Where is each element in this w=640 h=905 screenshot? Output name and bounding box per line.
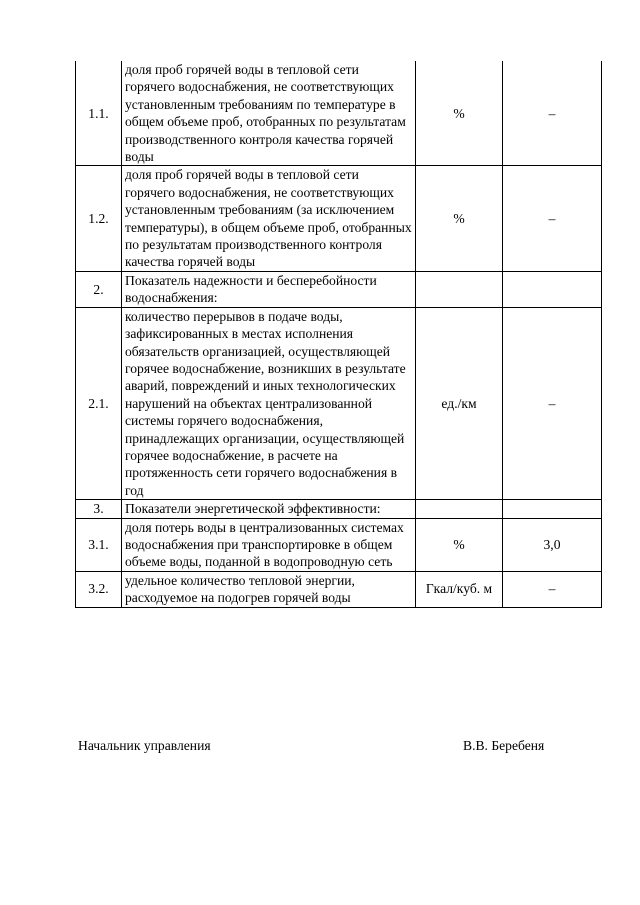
row-value bbox=[503, 271, 602, 307]
row-unit: % bbox=[416, 61, 503, 166]
row-number: 3.1. bbox=[76, 518, 122, 571]
table-row bbox=[76, 61, 602, 166]
row-description: количество перерывов в подаче воды, зафиксированных в местах исполнения обязательств организацией, осуществляющей горячее водоснабжение, возникших в результате аварий, повреждений и иных технологических нарушений на объектах централизованной системы горячего водоснабжения, принадлежащих организации, осуществляющей горячее водоснабжение, в расчете на протяженность сети горячего водоснабжения в год bbox=[122, 307, 416, 499]
row-value: – bbox=[503, 166, 602, 271]
signature-name: В.В. Беребеня bbox=[463, 738, 545, 753]
row-value: – bbox=[503, 307, 602, 499]
row-description: доля проб горячей воды в тепловой сети горячего водоснабжения, не соответствующих установленным требованиям по температуре в общем объеме проб, отобранных по результатам производственного контроля качества горячей воды bbox=[122, 61, 416, 166]
row-value: – bbox=[503, 571, 602, 607]
row-unit: Гкал/куб. м bbox=[416, 571, 503, 607]
signature-position: Начальник управления bbox=[78, 738, 211, 753]
row-unit: % bbox=[416, 518, 503, 571]
row-number: 3. bbox=[76, 500, 122, 518]
row-description: доля потерь воды в централизованных системах водоснабжения при транспортировке в общем объеме воды, поданной в водопроводную сеть bbox=[122, 518, 416, 571]
indicators-table bbox=[75, 61, 602, 608]
row-unit: % bbox=[416, 166, 503, 271]
row-value bbox=[503, 500, 602, 518]
table-row bbox=[76, 571, 602, 607]
row-number: 3.2. bbox=[76, 571, 122, 607]
row-number: 1.1. bbox=[76, 61, 122, 166]
table-row bbox=[76, 166, 602, 271]
row-description: доля проб горячей воды в тепловой сети горячего водоснабжения, не соответствующих установленным требованиям (за исключением температуры), в общем объеме проб, отобранных по результатам производственного контроля качества горячей воды bbox=[122, 166, 416, 271]
row-unit bbox=[416, 500, 503, 518]
table-row bbox=[76, 518, 602, 571]
row-number: 1.2. bbox=[76, 166, 122, 271]
table-row bbox=[76, 271, 602, 307]
row-number: 2.1. bbox=[76, 307, 122, 499]
row-unit: ед./км bbox=[416, 307, 503, 499]
row-value: – bbox=[503, 61, 602, 166]
table-row bbox=[76, 307, 602, 499]
table-row bbox=[76, 500, 602, 518]
row-value: 3,0 bbox=[503, 518, 602, 571]
row-description: Показатель надежности и бесперебойности водоснабжения: bbox=[122, 271, 416, 307]
row-description: Показатели энергетической эффективности: bbox=[122, 500, 416, 518]
row-unit bbox=[416, 271, 503, 307]
row-number: 2. bbox=[76, 271, 122, 307]
row-description: удельное количество тепловой энергии, расходуемое на подогрев горячей воды bbox=[122, 571, 416, 607]
